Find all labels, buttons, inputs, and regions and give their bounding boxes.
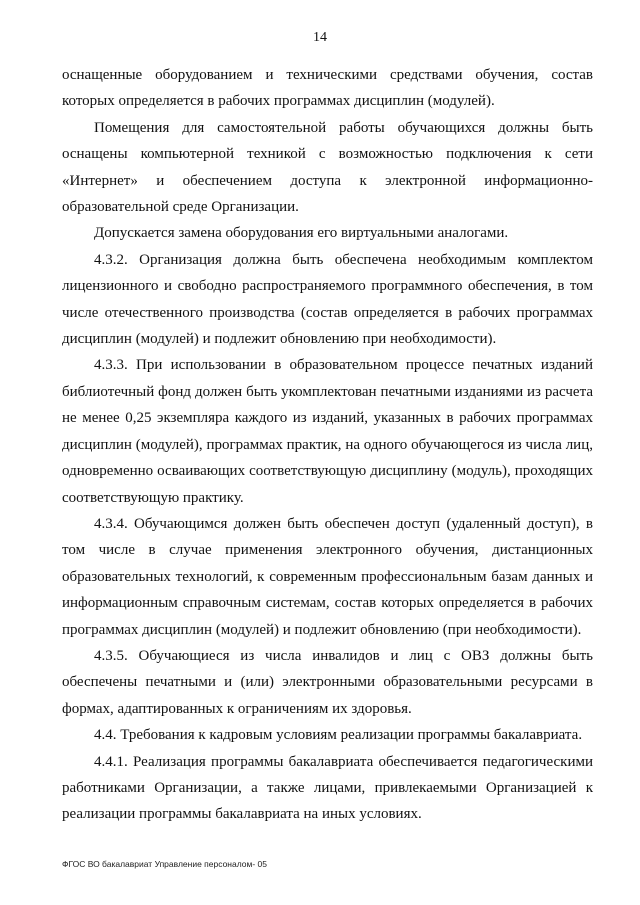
paragraph-4-3-2: 4.3.2. Организация должна быть обеспечена необходимым комплектом лицензионного и свободно распространяемого программного обеспечения, в том числе отечественного производства (состав определяется в рабочих программах дисциплин (модулей) и подлежит обновлению при необходимости). bbox=[62, 251, 593, 348]
paragraph-continuation: оснащенные оборудованием и техническими средствами обучения, состав которых определяется в рабочих программах дисциплин (модулей). bbox=[62, 67, 593, 110]
document-body bbox=[62, 62, 593, 828]
paragraph-4-4-1: 4.4.1. Реализация программы бакалавриата обеспечивается педагогическими работниками Организации, а также лицами, привлекаемыми Организацией к реализации программы бакалавриата на иных условиях. bbox=[62, 753, 593, 823]
paragraph-self-study-rooms: Помещения для самостоятельной работы обучающихся должны быть оснащены компьютерной техникой с возможностью подключения к сети «Интернет» и обеспечением доступа к электронной информационно-образовательной среде Организации. bbox=[62, 119, 593, 216]
page-number: 14 bbox=[313, 30, 327, 45]
paragraph-4-3-4: 4.3.4. Обучающимся должен быть обеспечен доступ (удаленный доступ), в том числе в случае применения электронного обучения, дистанционных образовательных технологий, к современным профессиональным базам данных и информационным справочным системам, состав которых определяется в рабочих программах дисциплин (модулей) и подлежит обновлению (при необходимости). bbox=[62, 515, 593, 638]
paragraph-4-3-3: 4.3.3. При использовании в образовательном процессе печатных изданий библиотечный фонд должен быть укомплектован печатными изданиями из расчета не менее 0,25 экземпляра каждого из изданий, указанных в рабочих программах дисциплин (модулей), программах практик, на одного обучающегося из числа лиц, одновременно осваивающих соответствующую дисциплину (модуль), проходящих соответствующую практику. bbox=[62, 357, 593, 506]
page-footer: ФГОС ВО бакалавриат Управление персоналом- 05 bbox=[62, 859, 268, 869]
paragraph-4-4: 4.4. Требования к кадровым условиям реализации программы бакалавриата. bbox=[94, 727, 583, 744]
paragraph-4-3-5: 4.3.5. Обучающиеся из числа инвалидов и лиц с ОВЗ должны быть обеспечены печатными и (или) электронными образовательными ресурсами в формах, адаптированных к ограничениям их здоровья. bbox=[62, 647, 593, 717]
paragraph-virtual-analogs: Допускается замена оборудования его виртуальными аналогами. bbox=[94, 225, 509, 242]
